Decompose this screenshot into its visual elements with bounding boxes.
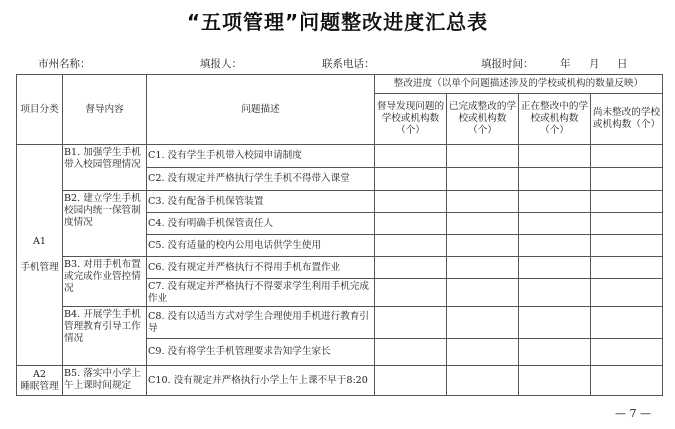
category-a2-name: 睡眠管理 <box>20 380 59 392</box>
cell-undone[interactable] <box>591 339 663 366</box>
meta-day: 日 <box>617 58 628 70</box>
table-row <box>17 307 663 339</box>
cell-ongoing[interactable] <box>519 279 591 307</box>
page-number: — 7 — <box>615 407 651 420</box>
cell-undone[interactable] <box>591 191 663 213</box>
cell-undone[interactable] <box>591 279 663 307</box>
desc-c1: C1. 没有学生手机带入校园申请制度 <box>147 145 375 168</box>
meta-time-label: 填报时间： <box>481 58 534 70</box>
cell-ongoing[interactable] <box>519 168 591 191</box>
content-b3: B3. 对用手机布置或完成作业管控情况 <box>63 257 147 307</box>
desc-c6: C6. 没有规定并严格执行不得用手机布置作业 <box>147 257 375 279</box>
cell-found[interactable] <box>375 191 447 213</box>
cell-ongoing[interactable] <box>519 213 591 235</box>
cell-undone[interactable] <box>591 235 663 257</box>
cell-ongoing[interactable] <box>519 145 591 168</box>
table-row <box>17 145 663 168</box>
cell-done[interactable] <box>447 191 519 213</box>
cell-done[interactable] <box>447 366 519 396</box>
header-progress: 整改进度（以单个问题描述涉及的学校或机构的数量反映） <box>375 75 663 94</box>
header-category: 项目分类 <box>17 75 63 145</box>
progress-table <box>16 74 663 396</box>
cell-done[interactable] <box>447 257 519 279</box>
cell-undone[interactable] <box>591 213 663 235</box>
meta-month: 月 <box>589 58 600 70</box>
cell-ongoing[interactable] <box>519 339 591 366</box>
header-content: 督导内容 <box>63 75 147 145</box>
desc-c2: C2. 没有规定并严格执行学生手机不得带入课堂 <box>147 168 375 191</box>
cell-undone[interactable] <box>591 168 663 191</box>
cell-found[interactable] <box>375 279 447 307</box>
cell-ongoing[interactable] <box>519 191 591 213</box>
header-done: 已完成整改的学校或机构数（个） <box>447 94 519 145</box>
meta-year: 年 <box>560 58 571 70</box>
meta-city-label: 市州名称： <box>38 58 91 70</box>
desc-c9: C9. 没有将学生手机管理要求告知学生家长 <box>147 339 375 366</box>
cell-undone[interactable] <box>591 307 663 339</box>
cell-found[interactable] <box>375 145 447 168</box>
content-b2: B2. 建立学生手机校园内统一保管制度情况 <box>63 191 147 257</box>
desc-c10: C10. 没有规定并严格执行小学上午上课不早于8:20 <box>147 366 375 396</box>
cell-done[interactable] <box>447 279 519 307</box>
content-b4: B4. 开展学生手机管理教育引导工作情况 <box>63 307 147 366</box>
cell-found[interactable] <box>375 168 447 191</box>
cell-done[interactable] <box>447 307 519 339</box>
category-a2-code: A2 <box>32 368 47 380</box>
cell-found[interactable] <box>375 366 447 396</box>
desc-c8: C8. 没有以适当方式对学生合理使用手机进行教育引导 <box>147 307 375 339</box>
desc-c7: C7. 没有规定并严格执行不得要求学生利用手机完成作业 <box>147 279 375 307</box>
content-b1: B1. 加强学生手机带入校园管理情况 <box>63 145 147 191</box>
category-a1 <box>17 145 63 366</box>
cell-found[interactable] <box>375 235 447 257</box>
cell-ongoing[interactable] <box>519 307 591 339</box>
table-row <box>17 191 663 213</box>
header-description: 问题描述 <box>147 75 375 145</box>
cell-found[interactable] <box>375 257 447 279</box>
meta-phone-label: 联系电话： <box>322 58 375 70</box>
desc-c3: C3. 没有配备手机保管装置 <box>147 191 375 213</box>
cell-undone[interactable] <box>591 145 663 168</box>
cell-undone[interactable] <box>591 257 663 279</box>
cell-found[interactable] <box>375 213 447 235</box>
category-a2 <box>17 366 63 396</box>
cell-done[interactable] <box>447 168 519 191</box>
content-b5: B5. 落实中小学上午上课时间规定 <box>63 366 147 396</box>
table-row <box>17 257 663 279</box>
cell-found[interactable] <box>375 339 447 366</box>
cell-ongoing[interactable] <box>519 257 591 279</box>
desc-c5: C5. 没有适量的校内公用电话供学生使用 <box>147 235 375 257</box>
cell-ongoing[interactable] <box>519 235 591 257</box>
cell-done[interactable] <box>447 235 519 257</box>
category-a1-name: 手机管理 <box>20 262 59 273</box>
desc-c4: C4. 没有明确手机保管责任人 <box>147 213 375 235</box>
page-title: “五项管理”问题整改进度汇总表 <box>186 10 489 34</box>
header-undone: 尚未整改的学校或机构数（个） <box>591 94 663 145</box>
cell-done[interactable] <box>447 339 519 366</box>
header-row <box>17 75 663 94</box>
category-a1-code: A1 <box>32 236 47 247</box>
cell-ongoing[interactable] <box>519 366 591 396</box>
cell-done[interactable] <box>447 213 519 235</box>
header-found: 督导发现问题的学校或机构数（个） <box>375 94 447 145</box>
meta-filler-label: 填报人： <box>200 58 242 70</box>
cell-found[interactable] <box>375 307 447 339</box>
cell-done[interactable] <box>447 145 519 168</box>
header-ongoing: 正在整改中的学校或机构数（个） <box>519 94 591 145</box>
cell-undone[interactable] <box>591 366 663 396</box>
table-row <box>17 366 663 396</box>
